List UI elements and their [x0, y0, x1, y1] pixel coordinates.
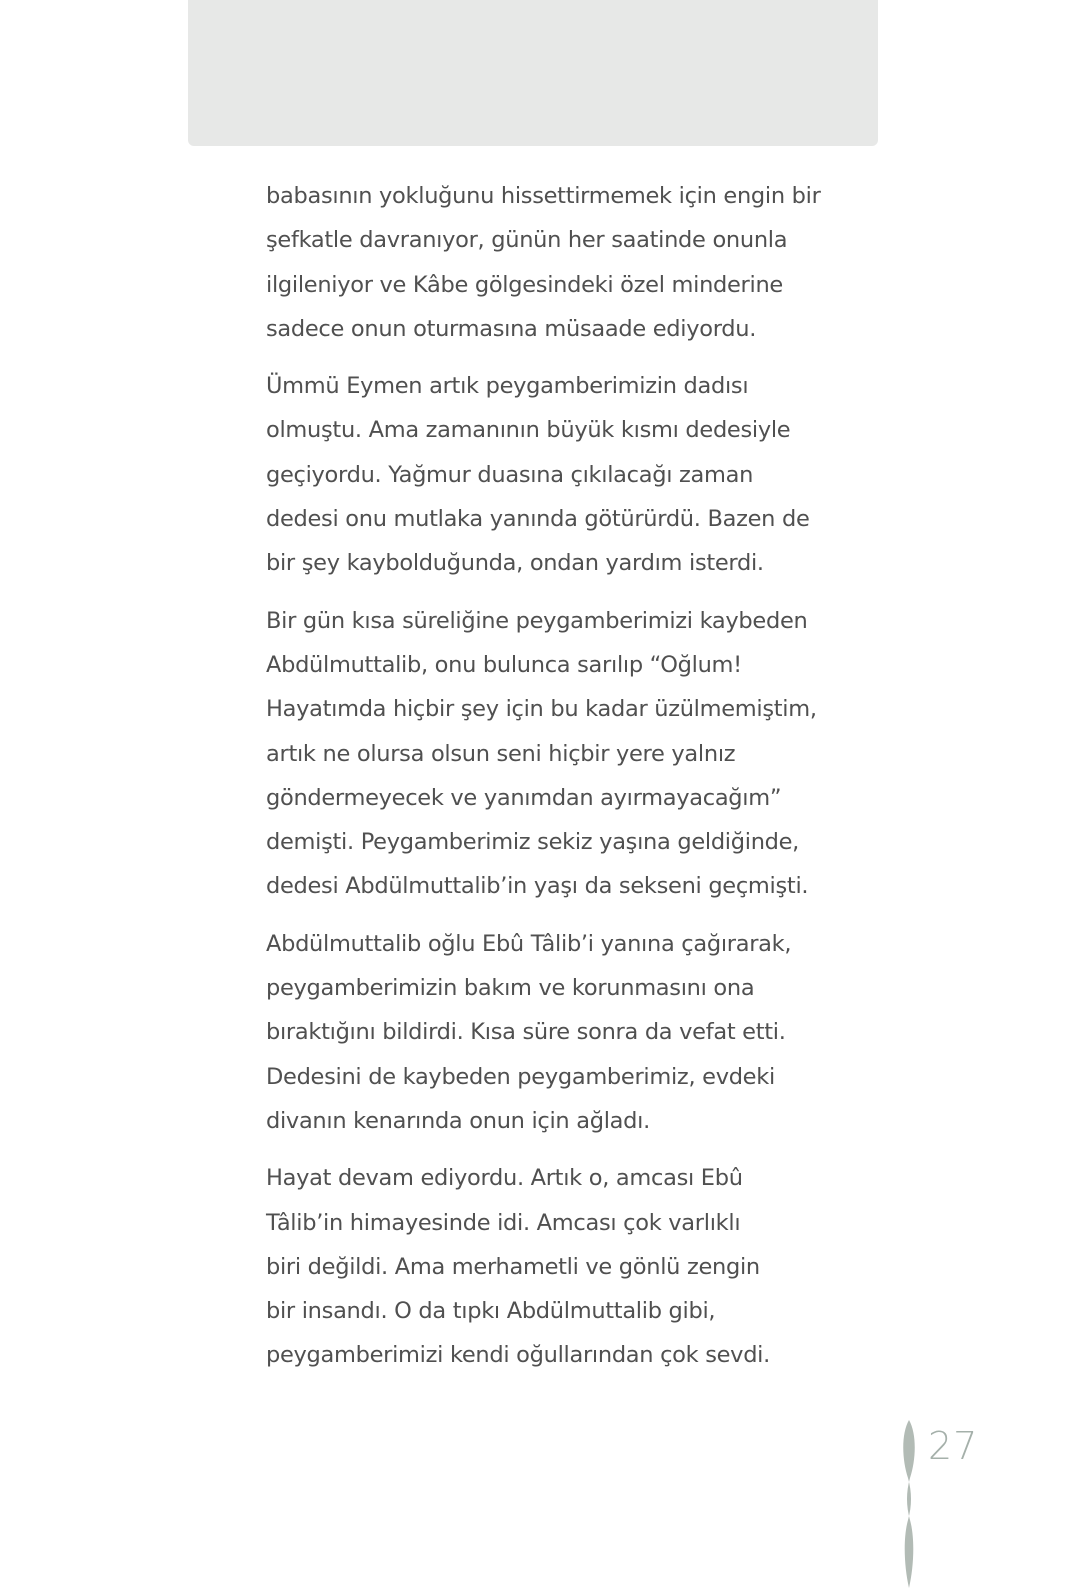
text-line: artık ne olursa olsun seni hiçbir yere yalnız: [266, 740, 736, 767]
text-line: Tâlib’in himayesinde idi. Amcası çok varlıklı: [266, 1209, 741, 1236]
page-ornament-icon: [897, 1420, 921, 1588]
text-line: Bir gün kısa süreliğine peygamberimizi kaybeden: [266, 607, 808, 634]
text-line: demişti. Peygamberimiz sekiz yaşına geldiğinde,: [266, 829, 800, 856]
text-line: sadece onun oturmasına müsaade ediyordu.: [266, 315, 757, 342]
text-line: göndermeyecek ve yanımdan ayırmayacağım”: [266, 784, 782, 811]
text-line: bıraktığını bildirdi. Kısa süre sonra da vefat etti.: [266, 1019, 786, 1046]
page-number: 27: [928, 1424, 979, 1468]
paragraph-3: [266, 599, 866, 909]
text-line: babasının yokluğunu hissettirmemek için engin bir: [266, 183, 821, 209]
body-text: [266, 174, 866, 1391]
text-line: bir insandı. O da tıpkı Abdülmuttalib gibi,: [266, 1298, 716, 1325]
text-line: biri değildi. Ama merhametli ve gönlü zengin: [266, 1253, 760, 1280]
paragraph-4: [266, 922, 866, 1143]
text-line: Abdülmuttalib oğlu Ebû Tâlib’i yanına çağırarak,: [266, 930, 792, 957]
text-line: Dedesini de kaybeden peygamberimiz, evdeki: [266, 1063, 775, 1090]
text-line: peygamberimizi kendi oğullarından çok sevdi.: [266, 1342, 770, 1369]
text-line: Hayatımda hiçbir şey için bu kadar üzülmemiştim,: [266, 696, 817, 723]
text-line: peygamberimizin bakım ve korunmasını ona: [266, 975, 755, 1002]
text-line: bir şey kaybolduğunda, ondan yardım isterdi.: [266, 550, 764, 577]
text-line: Ümmü Eymen artık peygamberimizin dadısı: [266, 373, 749, 400]
text-line: olmuştu. Ama zamanının büyük kısmı dedesiyle: [266, 417, 791, 444]
text-line: ilgileniyor ve Kâbe gölgesindeki özel minderine: [266, 271, 783, 298]
text-line: şefkatle davranıyor, günün her saatinde onunla: [266, 227, 788, 254]
text-line: Hayat devam ediyordu. Artık o, amcası Ebû: [266, 1165, 743, 1192]
text-line: Abdülmuttalib, onu bulunca sarılıp “Oğlum!: [266, 651, 742, 678]
text-line: geçiyordu. Yağmur duasına çıkılacağı zaman: [266, 461, 754, 488]
text-line: dedesi Abdülmuttalib’in yaşı da sekseni geçmişti.: [266, 873, 809, 900]
text-line: dedesi onu mutlaka yanında götürürdü. Bazen de: [266, 506, 810, 533]
paragraph-1: [266, 174, 866, 351]
text-line: divanın kenarında onun için ağladı.: [266, 1107, 650, 1134]
header-image-placeholder: [188, 0, 878, 146]
paragraph-2: [266, 364, 866, 585]
paragraph-5: [266, 1156, 866, 1377]
